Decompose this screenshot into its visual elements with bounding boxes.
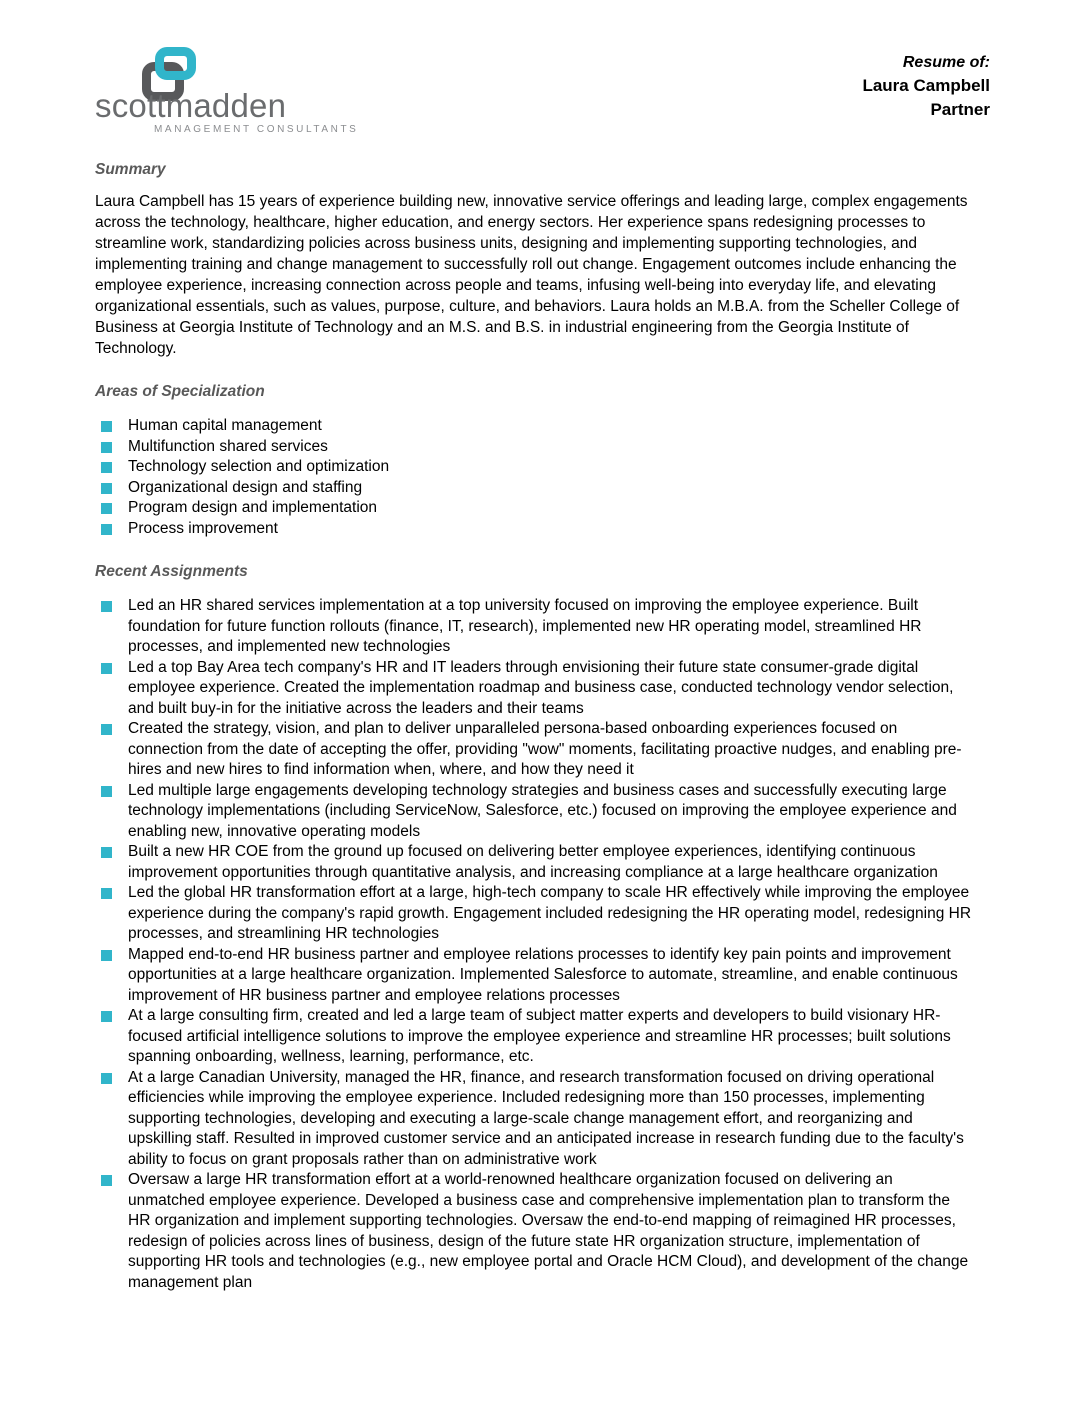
- list-item-text: Led the global HR transformation effort at a large, high-tech company to scale HR effectively while improving the employee experience during the company's rapid growth. Engagement included redesigning the HR operating model, redesigning HR processes, and streamlining HR technologies: [128, 884, 972, 942]
- square-bullet-icon: [101, 1011, 112, 1022]
- list-item: [95, 519, 990, 540]
- square-bullet-icon: [101, 663, 112, 674]
- square-bullet-icon: [101, 1175, 112, 1186]
- logo-brand-text: scottmadden: [95, 87, 287, 124]
- list-item-text: Organizational design and staffing: [128, 478, 363, 496]
- square-bullet-icon: [101, 888, 112, 899]
- list-item-text: At a large consulting firm, created and led a large team of subject matter experts and developers to build visionary HR-focused artificial intelligence solutions to improve the employee experience and streamline HR processes; built solutions spanning onboarding, wellness, learning, performance, etc.: [128, 1007, 951, 1065]
- list-item-text: At a large Canadian University, managed the HR, finance, and research transformation focused on driving operational efficiencies while improving the employee experience. Included redesigning more than 150 processes, implementing supporting technologies, developing and executing a large-scale change management effort, and reorganizing and upskilling staff. Resulted in improved customer service and an anticipated increase in research funding due to the faculty's ability to focus on grant proposals rather than on administrative work: [128, 1068, 964, 1168]
- square-bullet-icon: [101, 462, 112, 473]
- list-item: [95, 719, 990, 781]
- summary-heading: Summary: [95, 161, 166, 178]
- page-header: [95, 45, 990, 137]
- resume-name-block: [862, 45, 990, 122]
- summary-section: [95, 161, 990, 359]
- square-bullet-icon: [101, 950, 112, 961]
- list-item: [95, 478, 990, 499]
- list-item: [95, 457, 990, 478]
- square-bullet-icon: [101, 442, 112, 453]
- list-item: [95, 781, 990, 843]
- square-bullet-icon: [101, 503, 112, 514]
- list-item: [95, 883, 990, 945]
- logo-teal-square-icon: [155, 47, 196, 80]
- list-item: [95, 1170, 990, 1293]
- list-item-text: Led an HR shared services implementation at a top university focused on improving the employee experience. Built foundation for future function rollouts (finance, IT, research), implemented new HR operating model, streamlined HR processes, and implemented new technologies: [128, 597, 922, 655]
- list-item-text: Human capital management: [128, 417, 322, 434]
- list-item: [95, 1068, 990, 1171]
- list-item: [95, 658, 990, 720]
- list-item: [95, 416, 990, 437]
- summary-paragraph: Laura Campbell has 15 years of experience building new, innovative service offerings and leading large, complex engagements across the technology, healthcare, higher education, and energy sectors. Her experience spans redesigning processes to streamline work, standardizing policies across business units, designing and implementing supporting technologies, and implementing training and change management to successfully roll out change. Engagement outcomes include enhancing the employee experience, increasing connection across people and teams, infusing well-being into everyday life, and elevating organizational essentials, such as values, purpose, culture, and behaviors. Laura holds an M.B.A. from the Scheller College of Business at Georgia Institute of Technology and an M.S. and B.S. in industrial engineering from the Georgia Institute of Technology.: [95, 193, 968, 357]
- square-bullet-icon: [101, 786, 112, 797]
- list-item-text: Technology selection and optimization: [128, 458, 390, 475]
- resume-of-label: Resume of:: [902, 54, 990, 71]
- square-bullet-icon: [101, 724, 112, 735]
- assignments-section: [95, 563, 990, 1293]
- square-bullet-icon: [101, 601, 112, 612]
- list-item: [95, 945, 990, 1007]
- assignments-heading: Recent Assignments: [95, 563, 248, 580]
- list-item-text: Built a new HR COE from the ground up focused on delivering better employee experiences, identifying continuous improvement opportunities through quantitative analysis, and increasing compliance at a large healthcare organization: [128, 843, 938, 881]
- square-bullet-icon: [101, 483, 112, 494]
- list-item-text: Oversaw a large HR transformation effort at a world-renowned healthcare organization focused on delivering an unmatched employee experience. Developed a business case and comprehensive implementation plan to transform the HR organization and implement supporting technologies. Oversaw the end-to-end mapping of reimagined HR processes, redesign of policies across lines of business, design of the future state HR organization structure, implementation of supporting HR tools and technologies (e.g., new employee portal and Oracle HCM Cloud), and development of the change management plan: [128, 1171, 969, 1291]
- list-item: [95, 498, 990, 519]
- logo-tagline: MANAGEMENT CONSULTANTS: [154, 124, 359, 135]
- list-item-text: Led multiple large engagements developing technology strategies and business cases and successfully executing large technology implementations (including ServiceNow, Salesforce, etc.) focused on improving the employee experience and enabling new, innovative operating models: [128, 781, 957, 840]
- list-item-text: Multifunction shared services: [128, 437, 328, 455]
- person-name: Laura Campbell: [862, 76, 990, 95]
- list-item: [95, 437, 990, 458]
- square-bullet-icon: [101, 847, 112, 858]
- list-item-text: Program design and implementation: [128, 499, 377, 516]
- list-item-text: Led a top Bay Area tech company's HR and IT leaders through envisioning their future state consumer-grade digital employee experience. Created the implementation roadmap and business case, conducted technology vendor selection, and built buy-in for the initiative across the leaders and their teams: [128, 658, 954, 717]
- scottmadden-logo: [95, 45, 359, 137]
- person-title: Partner: [930, 100, 990, 119]
- specialization-heading: Areas of Specialization: [95, 383, 265, 400]
- specialization-list: [95, 416, 990, 539]
- square-bullet-icon: [101, 524, 112, 535]
- list-item: [95, 1006, 990, 1068]
- specialization-section: [95, 383, 990, 539]
- list-item-text: Mapped end-to-end HR business partner and employee relations processes to identify key pain points and improvement opportunities at a large healthcare organization. Implemented Salesforce to automate, streamline, and enable continuous improvement of HR business partner and employee relations processes: [128, 945, 958, 1004]
- square-bullet-icon: [101, 421, 112, 432]
- square-bullet-icon: [101, 1073, 112, 1084]
- list-item-text: Process improvement: [128, 519, 278, 537]
- list-item: [95, 596, 990, 658]
- assignments-list: [95, 596, 990, 1293]
- list-item: [95, 842, 990, 883]
- list-item-text: Created the strategy, vision, and plan to deliver unparalleled persona-based onboarding experiences focused on connection from the date of accepting the offer, providing "wow" moments, facilitating proactive nudges, and enabling pre-hires and new hires to find information when, where, and how they need it: [128, 720, 962, 778]
